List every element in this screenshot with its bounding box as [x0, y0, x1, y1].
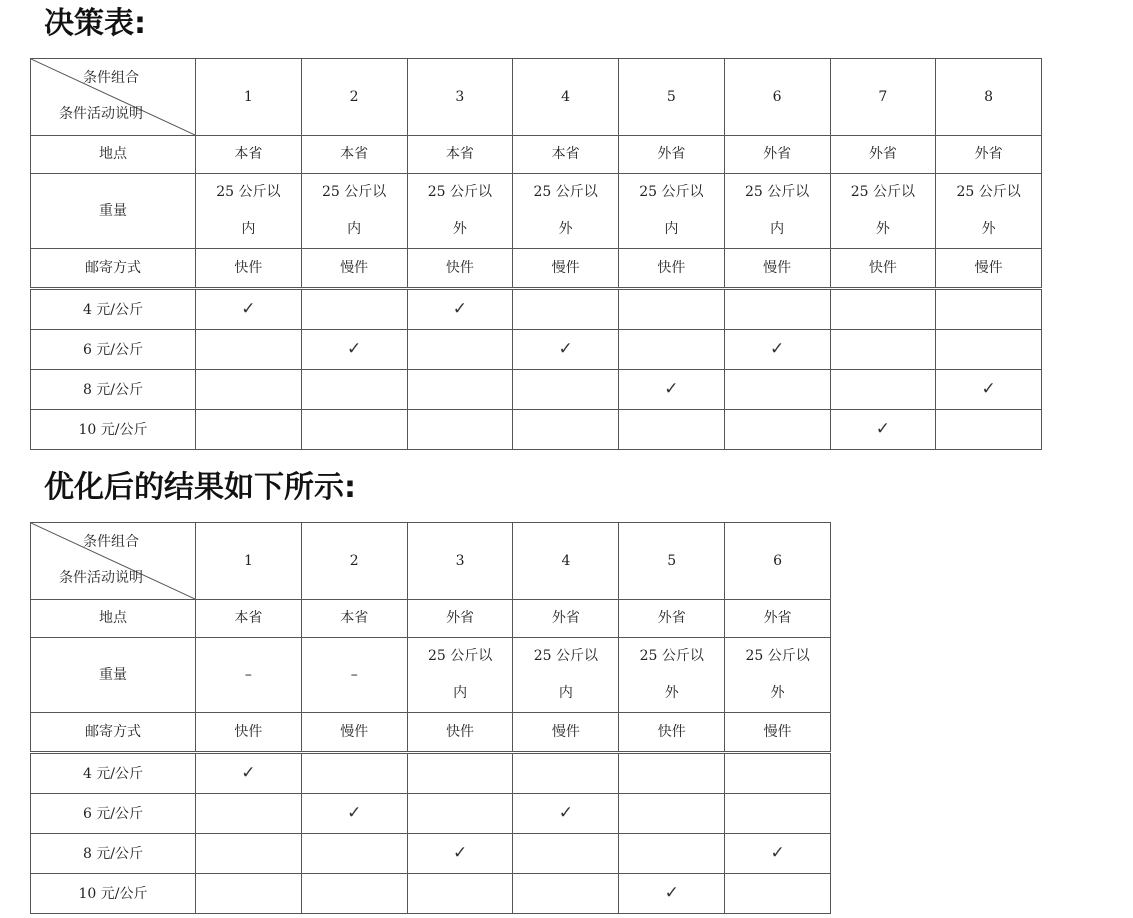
action-cell	[301, 753, 407, 794]
action-cell	[619, 753, 725, 794]
action-cell	[619, 410, 725, 450]
weight-text: 25 公斤以	[850, 184, 915, 200]
condition-cell	[936, 174, 1042, 249]
condition-cell: 快件	[196, 713, 302, 753]
action-cell	[407, 874, 513, 914]
condition-cell: 快件	[619, 713, 725, 753]
action-cell	[619, 370, 725, 410]
action-cell	[619, 834, 725, 874]
action-cell	[725, 794, 831, 834]
action-row	[31, 370, 1042, 410]
action-cell	[196, 410, 302, 450]
column-number: 5	[619, 59, 725, 136]
action-row	[31, 753, 831, 794]
condition-cell: 快件	[407, 713, 513, 753]
check-mark: ✓	[452, 843, 468, 863]
corner-cell	[31, 59, 196, 136]
condition-cell: 外省	[407, 600, 513, 638]
row-label: 地点	[31, 136, 196, 174]
check-mark: ✓	[875, 419, 890, 439]
weight-text: 外	[452, 221, 467, 237]
check-mark: ✓	[664, 883, 679, 903]
mail-method-row	[31, 713, 831, 753]
action-cell	[936, 289, 1042, 330]
header-row	[31, 523, 831, 600]
column-number: 6	[725, 523, 831, 600]
weight-row	[31, 638, 831, 713]
column-number: 8	[936, 59, 1042, 136]
action-label: 8 元/公斤	[31, 370, 196, 410]
weight-text: 25 公斤以	[321, 184, 387, 200]
action-row	[31, 834, 831, 874]
check-mark: ✓	[558, 803, 574, 823]
action-cell	[936, 330, 1042, 370]
action-row	[31, 874, 831, 914]
action-cell	[196, 330, 302, 370]
condition-cell: 本省	[196, 136, 302, 174]
action-cell	[407, 410, 513, 450]
weight-text: 25 公斤以	[744, 184, 810, 200]
condition-cell: 慢件	[724, 249, 830, 289]
action-cell	[513, 794, 619, 834]
check-mark: ✓	[770, 339, 785, 359]
optimized-decision-table	[30, 522, 831, 914]
check-mark: ✓	[664, 379, 679, 399]
action-cell	[724, 410, 830, 450]
condition-cell: 慢件	[725, 713, 831, 753]
column-number: 5	[619, 523, 725, 600]
action-cell	[196, 874, 302, 914]
condition-cell: 慢件	[936, 249, 1042, 289]
condition-cell: 本省	[196, 600, 302, 638]
weight-text: 内	[558, 685, 573, 701]
check-mark: ✓	[347, 339, 362, 359]
action-cell	[830, 289, 936, 330]
row-label: 重量	[31, 174, 196, 249]
condition-cell	[513, 638, 619, 713]
weight-row	[31, 174, 1042, 249]
condition-cell	[830, 174, 936, 249]
weight-text: 25 公斤以	[427, 184, 492, 200]
check-mark: ✓	[241, 299, 256, 319]
column-number: 1	[196, 523, 302, 600]
action-label: 8 元/公斤	[31, 834, 196, 874]
condition-cell: 外省	[724, 136, 830, 174]
weight-text: 25 公斤以	[533, 184, 598, 200]
condition-cell	[619, 638, 725, 713]
action-cell	[196, 289, 302, 330]
check-mark: ✓	[558, 339, 573, 359]
action-cell	[196, 370, 302, 410]
action-cell	[407, 289, 513, 330]
condition-cell: 慢件	[301, 249, 407, 289]
column-number: 3	[407, 523, 513, 600]
action-label: 4 元/公斤	[31, 753, 196, 794]
condition-cell: 外省	[936, 136, 1042, 174]
action-cell	[513, 753, 619, 794]
action-row	[31, 410, 1042, 450]
action-cell	[301, 410, 407, 450]
weight-text: 25 公斤以	[639, 184, 704, 200]
action-cell	[936, 370, 1042, 410]
action-cell	[407, 330, 513, 370]
condition-cell: 外省	[513, 600, 619, 638]
condition-cell: 外省	[619, 136, 725, 174]
corner-label-bottom: 条件活动说明	[59, 106, 143, 122]
action-cell	[301, 370, 407, 410]
weight-text: 内	[241, 221, 256, 237]
column-number: 4	[513, 523, 619, 600]
row-label: 邮寄方式	[31, 249, 196, 289]
action-cell	[407, 834, 513, 874]
condition-cell	[407, 174, 513, 249]
action-label: 6 元/公斤	[31, 330, 196, 370]
optimized-table-title: 优化后的结果如下所示:	[44, 470, 356, 505]
column-number: 3	[407, 59, 513, 136]
weight-text: 外	[875, 221, 890, 237]
condition-cell	[725, 638, 831, 713]
weight-text: 25 公斤以	[745, 648, 810, 664]
column-number: 1	[196, 59, 302, 136]
action-cell	[830, 330, 936, 370]
condition-cell	[724, 174, 830, 249]
condition-cell: 外省	[725, 600, 831, 638]
row-label: 重量	[31, 638, 196, 713]
weight-text: 外	[664, 685, 679, 701]
action-cell	[513, 874, 619, 914]
column-number: 6	[724, 59, 830, 136]
check-mark: ✓	[981, 379, 996, 399]
condition-cell	[619, 174, 725, 249]
mail-method-row	[31, 249, 1042, 289]
action-cell	[724, 330, 830, 370]
action-cell	[301, 289, 407, 330]
condition-cell: 本省	[301, 600, 407, 638]
weight-text: 25 公斤以	[533, 648, 599, 664]
weight-text: 25 公斤以	[216, 184, 281, 200]
column-number: 4	[513, 59, 619, 136]
check-mark: ✓	[770, 843, 785, 863]
action-cell	[724, 370, 830, 410]
action-cell	[513, 834, 619, 874]
weight-text: –	[350, 666, 358, 683]
weight-text: 内	[770, 221, 785, 237]
location-row	[31, 136, 1042, 174]
action-cell	[830, 370, 936, 410]
column-number: 2	[301, 523, 407, 600]
action-cell	[196, 834, 302, 874]
corner-cell	[31, 523, 196, 600]
action-cell	[407, 753, 513, 794]
weight-text: 25 公斤以	[427, 648, 493, 664]
corner-label-top: 条件组合	[83, 534, 139, 550]
condition-cell: 快件	[619, 249, 725, 289]
action-label: 10 元/公斤	[31, 874, 196, 914]
action-row	[31, 794, 831, 834]
action-cell	[513, 410, 619, 450]
weight-text: 内	[664, 221, 679, 237]
condition-cell: 快件	[407, 249, 513, 289]
condition-cell	[301, 638, 407, 713]
weight-text: 25 公斤以	[639, 648, 704, 664]
check-mark: ✓	[452, 299, 467, 319]
action-cell	[619, 794, 725, 834]
action-cell	[619, 874, 725, 914]
column-number: 2	[301, 59, 407, 136]
condition-cell: 本省	[407, 136, 513, 174]
condition-cell	[196, 174, 302, 249]
condition-cell	[513, 174, 619, 249]
condition-cell: 快件	[830, 249, 936, 289]
column-number: 7	[830, 59, 936, 136]
location-row	[31, 600, 831, 638]
action-cell	[619, 330, 725, 370]
action-cell	[196, 753, 302, 794]
action-cell	[725, 753, 831, 794]
header-row	[31, 59, 1042, 136]
condition-cell: 外省	[619, 600, 725, 638]
decision-table	[30, 58, 1042, 450]
action-row	[31, 330, 1042, 370]
corner-label-top: 条件组合	[83, 70, 139, 86]
weight-text: 内	[453, 685, 468, 701]
weight-text: 内	[347, 221, 362, 237]
condition-cell: 本省	[513, 136, 619, 174]
check-mark: ✓	[347, 803, 362, 823]
condition-cell: 快件	[196, 249, 302, 289]
action-cell	[513, 330, 619, 370]
corner-label-bottom: 条件活动说明	[59, 570, 143, 586]
action-cell	[936, 410, 1042, 450]
condition-cell: 慢件	[513, 713, 619, 753]
action-cell	[830, 410, 936, 450]
row-label: 邮寄方式	[31, 713, 196, 753]
check-mark: ✓	[241, 763, 256, 783]
action-cell	[725, 834, 831, 874]
weight-text: 外	[558, 221, 573, 237]
condition-cell	[301, 174, 407, 249]
weight-text: –	[244, 666, 252, 683]
action-cell	[301, 794, 407, 834]
action-cell	[196, 794, 302, 834]
action-label: 4 元/公斤	[31, 289, 196, 330]
row-label: 地点	[31, 600, 196, 638]
condition-cell: 慢件	[301, 713, 407, 753]
action-cell	[407, 370, 513, 410]
action-cell	[725, 874, 831, 914]
action-cell	[301, 834, 407, 874]
weight-text: 外	[981, 221, 996, 237]
action-cell	[301, 330, 407, 370]
action-cell	[513, 370, 619, 410]
action-cell	[619, 289, 725, 330]
action-cell	[513, 289, 619, 330]
decision-table-title: 决策表:	[44, 6, 146, 41]
condition-cell	[196, 638, 302, 713]
condition-cell: 外省	[830, 136, 936, 174]
condition-cell: 本省	[301, 136, 407, 174]
condition-cell	[407, 638, 513, 713]
action-cell	[724, 289, 830, 330]
weight-text: 外	[770, 685, 785, 701]
weight-text: 25 公斤以	[956, 184, 1021, 200]
action-cell	[407, 794, 513, 834]
action-row	[31, 289, 1042, 330]
action-cell	[301, 874, 407, 914]
action-label: 6 元/公斤	[31, 794, 196, 834]
action-label: 10 元/公斤	[31, 410, 196, 450]
condition-cell: 慢件	[513, 249, 619, 289]
